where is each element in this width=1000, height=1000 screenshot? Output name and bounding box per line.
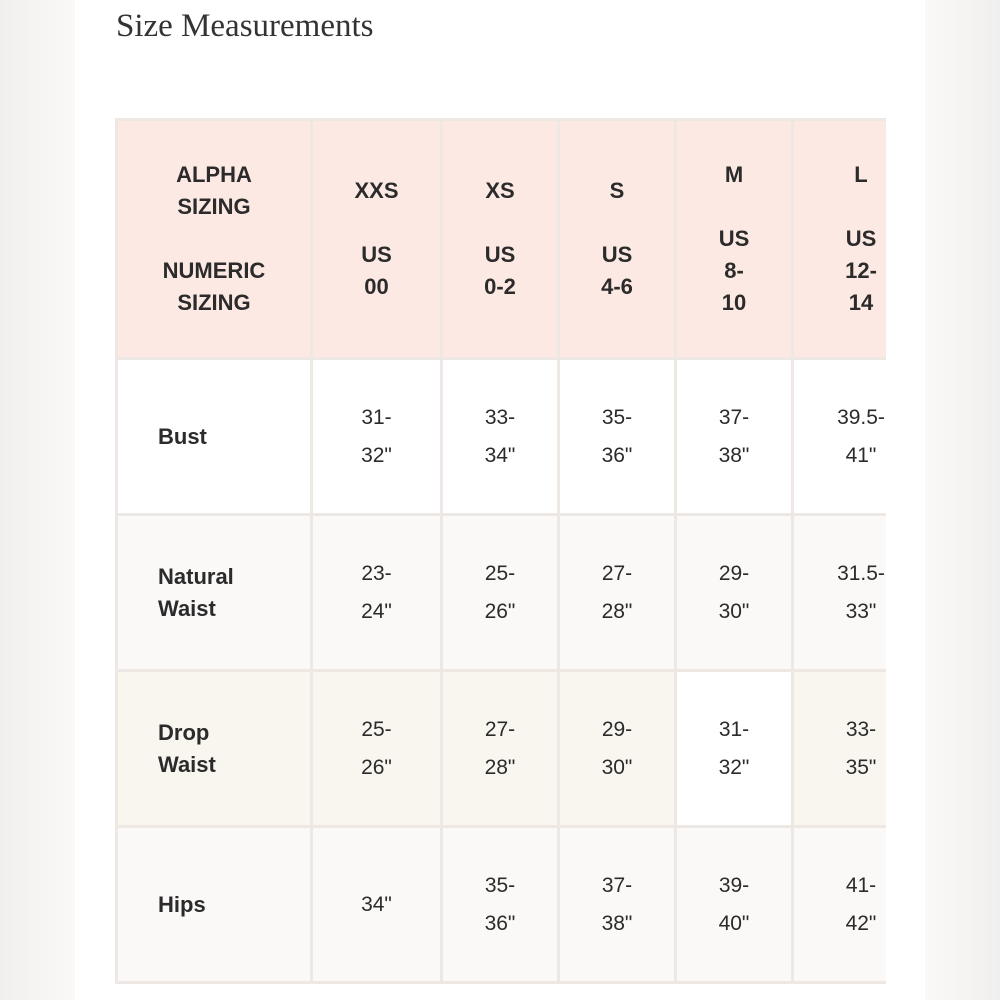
sizing-header-label (117, 120, 312, 359)
table-row-hips (117, 827, 887, 983)
table-cell: 31- 32" (676, 671, 793, 827)
table-cell: 34" (312, 827, 442, 983)
numeric-sizing-label: SIZING (177, 290, 251, 315)
row-label-drop-waist: Drop Waist (117, 671, 312, 827)
table-cell: 35- 36" (442, 827, 559, 983)
table-row-drop-waist (117, 671, 887, 827)
size-header-l: L US 12- 14 (793, 120, 887, 359)
row-label-natural-waist: Natural Waist (117, 515, 312, 671)
table-cell: 31.5- 33" (793, 515, 887, 671)
table-cell: 27- 28" (559, 515, 676, 671)
table-cell: 29- 30" (676, 515, 793, 671)
table-cell: 39.5- 41" (793, 359, 887, 515)
table-cell: 25- 26" (312, 671, 442, 827)
table-cell: 39- 40" (676, 827, 793, 983)
table-cell: 41- 42" (793, 827, 887, 983)
size-table-container (115, 118, 886, 986)
numeric-label: NUMERIC (162, 258, 266, 283)
alpha-sizing-label: SIZING (177, 194, 251, 219)
size-header-xxs: XXS US 00 (312, 120, 442, 359)
page-margin-left (0, 0, 75, 1000)
table-cell: 25- 26" (442, 515, 559, 671)
table-cell: 37- 38" (676, 359, 793, 515)
table-row-natural-waist (117, 515, 887, 671)
table-cell: 29- 30" (559, 671, 676, 827)
table-cell: 35- 36" (559, 359, 676, 515)
table-row-bust (117, 359, 887, 515)
size-header-xs: XS US 0-2 (442, 120, 559, 359)
page-title: Size Measurements (116, 8, 374, 44)
table-cell: 37- 38" (559, 827, 676, 983)
size-measurements-table (115, 118, 886, 984)
table-cell: 33- 34" (442, 359, 559, 515)
row-label-bust: Bust (117, 359, 312, 515)
size-header-s: S US 4-6 (559, 120, 676, 359)
table-cell: 23- 24" (312, 515, 442, 671)
alpha-label: ALPHA (176, 162, 252, 187)
size-header-m: M US 8- 10 (676, 120, 793, 359)
header-row (117, 120, 887, 359)
page-margin-right (925, 0, 1000, 1000)
table-cell: 33- 35" (793, 671, 887, 827)
table-cell: 27- 28" (442, 671, 559, 827)
row-label-hips: Hips (117, 827, 312, 983)
table-cell: 31- 32" (312, 359, 442, 515)
